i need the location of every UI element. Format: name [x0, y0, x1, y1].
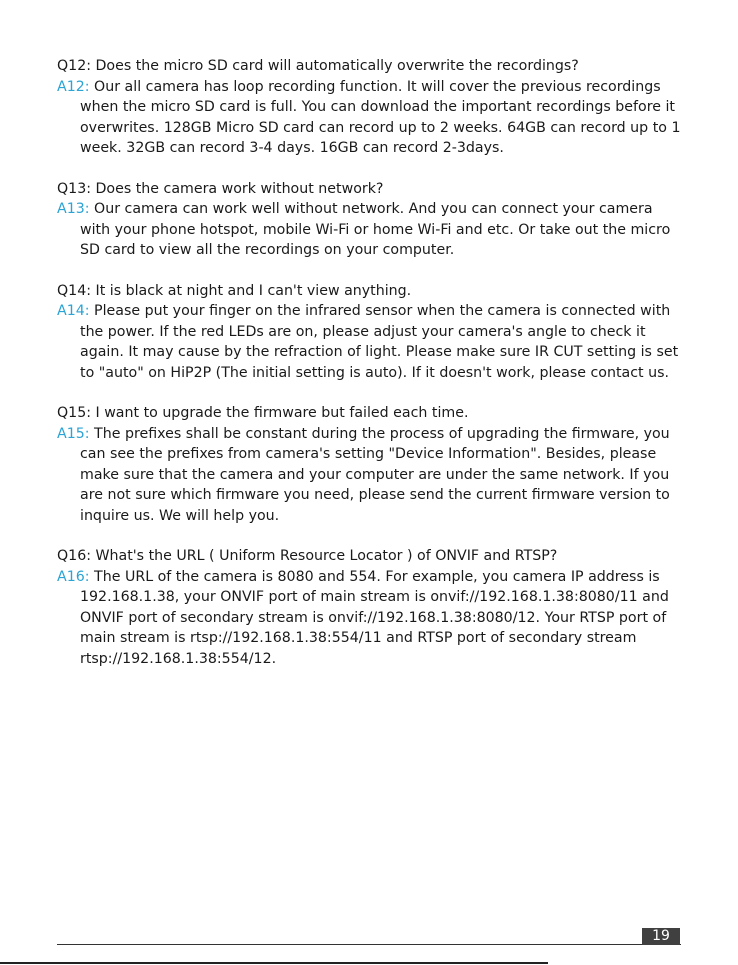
answer-text: Our camera can work well without network. And you can connect your camera with your phone hotspot, mobile Wi-Fi or home Wi-Fi and etc. Or take out the micro SD card to view all the recordings on your computer.	[80, 201, 671, 258]
question-text: Q16: What's the URL ( Uniform Resource Locator ) of ONVIF and RTSP?	[57, 548, 558, 564]
answer-label: A16:	[57, 568, 90, 585]
question-text: Q13: Does the camera work without network?	[57, 180, 384, 197]
question-text: Q12: Does the micro SD card will automatically overwrite the recordings?	[57, 58, 579, 74]
answer-label: A14:	[57, 303, 90, 319]
answer-text: The URL of the camera is 8080 and 554. For example, you camera IP address is 192.168.1.38, your ONVIF port of main stream is onvif://192.168.1.38:8080/11 and ONVIF port of secondary stream is onvif://192.168.1.38:8080/12. Your RTSP port of main stream is rtsp://192.168.1.38:554/11 and RTSP port of secondary stream rtsp://192.168.1.38:554/12.	[80, 568, 669, 667]
answer-block	[57, 424, 687, 527]
answer-label: A12:	[57, 78, 90, 95]
answer-label: A15:	[57, 425, 90, 442]
answer-block	[57, 301, 687, 383]
footer-divider	[57, 944, 681, 945]
question-text: Q15: I want to upgrade the firmware but failed each time.	[57, 405, 469, 421]
answer-text: Please put your finger on the infrared sensor when the camera is connected with the power. If the red LEDs are on, please adjust your camera's angle to check it again. It may cause by the refraction of light. Please make sure IR CUT setting is set to "auto" on HiP2P (The initial setting is auto). If it doesn't work, please contact us.	[80, 303, 679, 381]
faq-content	[57, 56, 687, 689]
answer-block	[57, 199, 687, 261]
bottom-edge-line	[0, 962, 548, 964]
page-number-badge: 19	[642, 928, 680, 945]
answer-block	[57, 77, 687, 159]
faq-item-q13	[57, 179, 687, 261]
answer-block	[57, 567, 687, 670]
faq-item-q12	[57, 56, 687, 159]
faq-item-q14	[57, 281, 687, 384]
faq-item-q16	[57, 546, 687, 669]
answer-text: Our all camera has loop recording function. It will cover the previous recordings when the micro SD card is full. You can download the important recordings before it overwrites. 128GB Micro SD card can record up to 2 weeks. 64GB can record up to 1 week. 32GB can record 3-4 days. 16GB can record 2-3days.	[80, 78, 681, 156]
answer-label: A13:	[57, 201, 90, 217]
answer-text: The prefixes shall be constant during the process of upgrading the firmware, you can see the prefixes from camera's setting "Device Information". Besides, please make sure that the camera and your computer are under the same network. If you are not sure which firmware you need, please send the current firmware version to inquire us. We will help you.	[80, 425, 670, 524]
question-text: Q14: It is black at night and I can't view anything.	[57, 282, 412, 299]
faq-item-q15	[57, 403, 687, 526]
